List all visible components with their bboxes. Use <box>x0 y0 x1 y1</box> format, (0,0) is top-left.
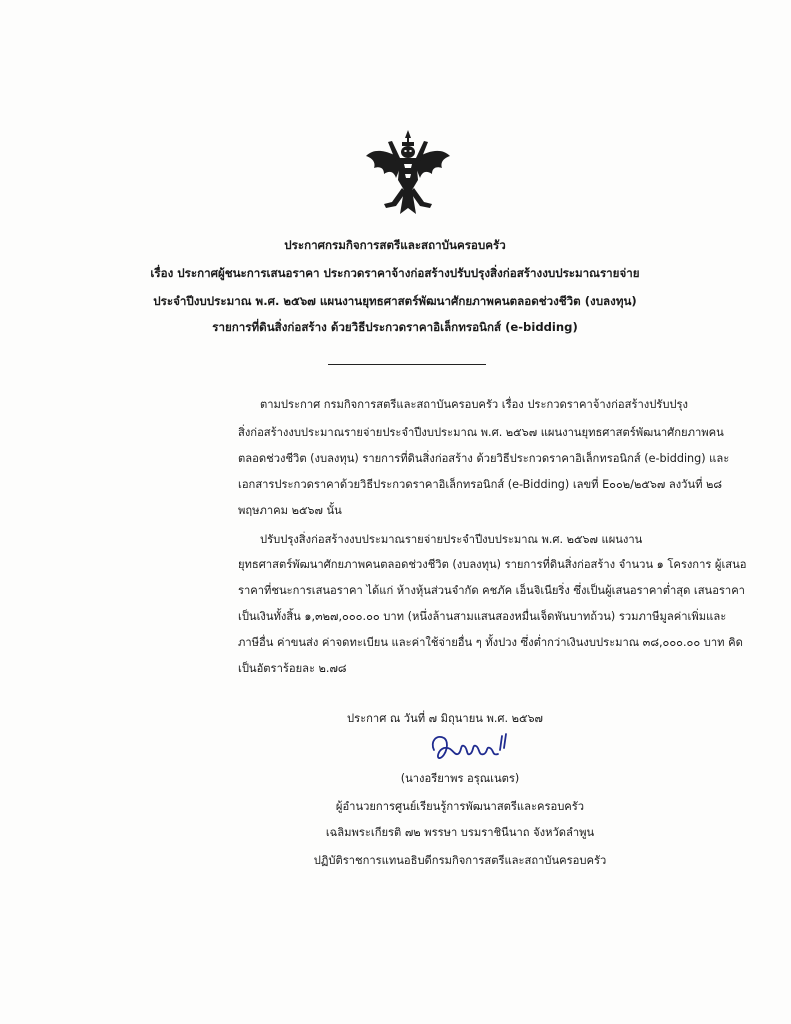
paragraph-2-line: เป็นอัตราร้อยละ ๒.๗๘ <box>238 662 347 675</box>
signatory-position-line-3: ปฏิบัติราชการแทนอธิบดีกรมกิจการสตรีและสถาบันครอบครัว <box>313 854 607 867</box>
paragraph-1-line: ตามประกาศ กรมกิจการสตรีและสถาบันครอบครัว เรื่อง ประกวดราคาจ้างก่อสร้างปรับปรุง <box>260 398 688 411</box>
paragraph-2-line: เป็นเงินทั้งสิ้น ๑,๓๒๗,๐๐๐.๐๐ บาท (หนึ่งล้านสามแสนสองหมื่นเจ็ดพันบาทถ้วน) รวมภาษีมูลค่าเพิ่มและ <box>238 610 727 623</box>
signatory-position-line-1: ผู้อำนวยการศูนย์เรียนรู้การพัฒนาสตรีและครอบครัว <box>335 800 585 813</box>
paragraph-2-line: ยุทธศาสตร์พัฒนาศักยภาพคนตลอดช่วงชีวิต (งบลงทุน) รายการที่ดินสิ่งก่อสร้าง จำนวน ๑ โครงการ ผู้เสนอ <box>238 558 747 571</box>
paragraph-2-line: ราคาที่ชนะการเสนอราคา ได้แก่ ห้างหุ้นส่วนจำกัด คชภัค เอ็นจิเนียริ่ง ซึ่งเป็นผู้เสนอราคาต่ำสุด เสนอราคา <box>238 584 745 597</box>
heading-divider <box>328 364 486 365</box>
paragraph-2-line: ภาษีอื่น ค่าขนส่ง ค่าจดทะเบียน และค่าใช้จ่ายอื่น ๆ ทั้งปวง ซึ่งต่ำกว่าเงินงบประมาณ ๓๘,๐๐๐.๐๐ บาท คิด <box>238 636 743 649</box>
signatory-position-line-2: เฉลิมพระเกียรติ ๗๒ พรรษา บรมราชินีนาถ จังหวัดลำพูน <box>325 826 595 839</box>
announcement-date: ประกาศ ณ วันที่ ๗ มิถุนายน พ.ศ. ๒๕๖๗ <box>347 712 543 725</box>
paragraph-1-line: เอกสารประกวดราคาด้วยวิธีประกวดราคาอิเล็กทรอนิกส์ (e-Bidding) เลขที่ E๐๐๒/๒๕๖๗ ลงวันที่ ๒๘ <box>238 478 723 491</box>
subject-line-3: รายการที่ดินสิ่งก่อสร้าง ด้วยวิธีประกวดราคาอิเล็กทรอนิกส์ (e-bidding) <box>212 320 578 334</box>
signatory-name: (นางอรียาพร อรุณเนตร) <box>400 772 520 785</box>
subject-line-2: ประจำปีงบประมาณ พ.ศ. ๒๕๖๗ แผนงานยุทธศาสตร์พัฒนาศักยภาพคนตลอดช่วงชีวิต (งบลงทุน) <box>153 294 637 308</box>
garuda-emblem-icon <box>362 128 454 220</box>
paragraph-1-line: ตลอดช่วงชีวิต (งบลงทุน) รายการที่ดินสิ่งก่อสร้าง ด้วยวิธีประกวดราคาอิเล็กทรอนิกส์ (e-bidding) และ <box>238 452 730 465</box>
paragraph-2-line: ปรับปรุงสิ่งก่อสร้างงบประมาณรายจ่ายประจำปีงบประมาณ พ.ศ. ๒๕๖๗ แผนงาน <box>260 533 643 546</box>
paragraph-1-line: สิ่งก่อสร้างงบประมาณรายจ่ายประจำปีงบประมาณ พ.ศ. ๒๕๖๗ แผนงานยุทธศาสตร์พัฒนาศักยภาพคน <box>238 426 724 439</box>
agency-heading: ประกาศกรมกิจการสตรีและสถาบันครอบครัว <box>284 238 506 252</box>
signature-icon <box>428 728 524 766</box>
paragraph-1-line: พฤษภาคม ๒๕๖๗ นั้น <box>238 504 342 517</box>
subject-line-1: เรื่อง ประกาศผู้ชนะการเสนอราคา ประกวดราคาจ้างก่อสร้างปรับปรุงสิ่งก่อสร้างงบประมาณรายจ่าย <box>150 266 640 280</box>
